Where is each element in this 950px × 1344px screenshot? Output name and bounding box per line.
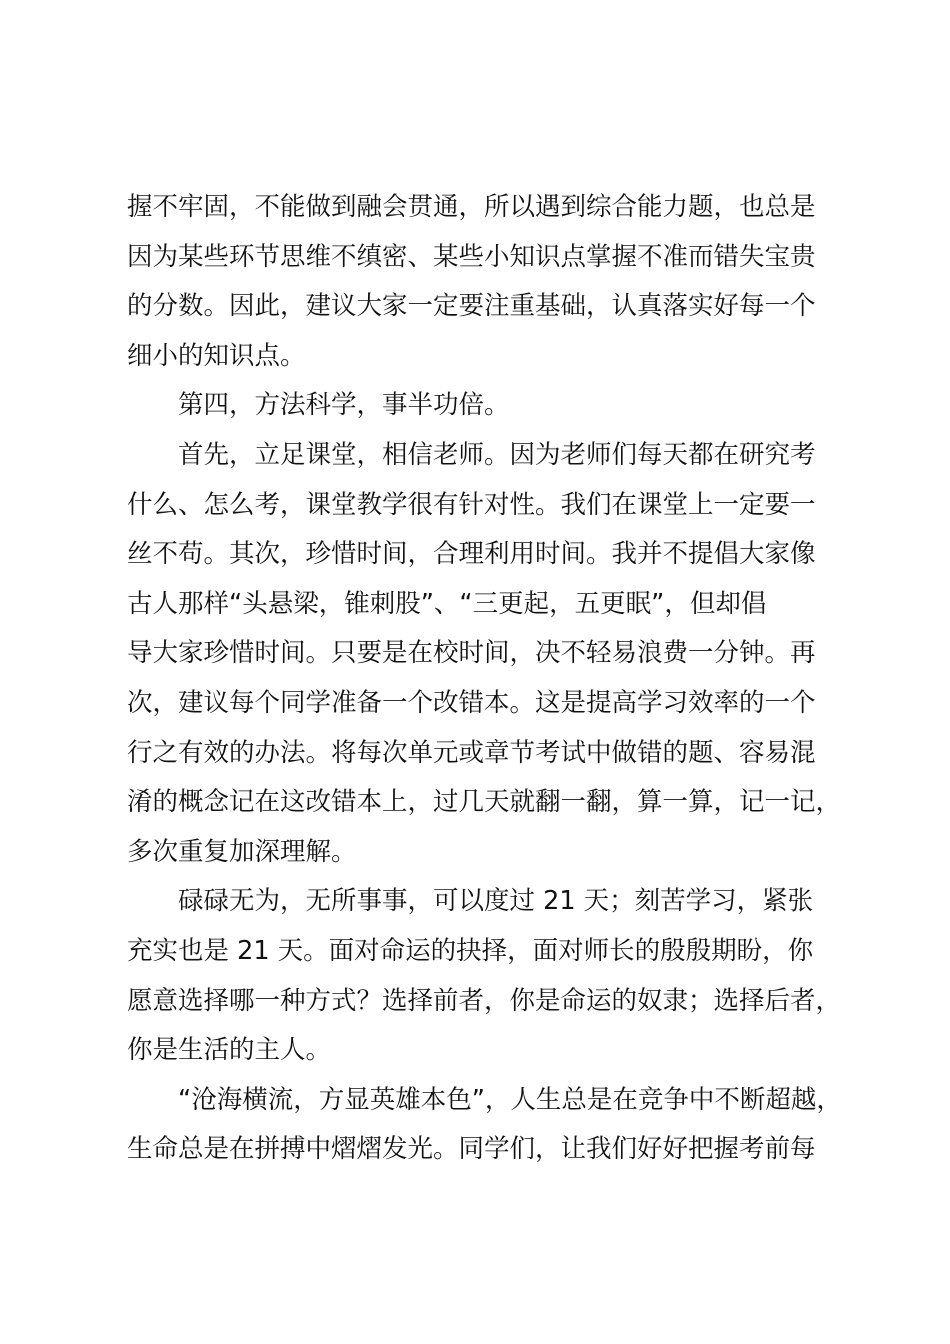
body-text (127, 183, 842, 1175)
text-line: 古人那样“头悬梁，锥刺股”、“三更起，五更眠”，但却倡 (127, 588, 767, 619)
text-line: 行之有效的办法。将每次单元或章节考试中做错的题、容易混 (127, 737, 816, 768)
text-line: 什么、怎么考，课堂教学很有针对性。我们在课堂上一定要一 (127, 489, 816, 520)
text-line: “沧海横流，方显英雄本色”，人生总是在竞争中不断超越， (127, 1084, 842, 1115)
text-line: 细小的知识点。 (127, 340, 306, 371)
text-line: 握不牢固，不能做到融会贯通，所以遇到综合能力题，也总是 (127, 192, 816, 222)
text-line: 首先，立足课堂，相信老师。因为老师们每天都在研究考 (127, 439, 816, 470)
text-line: 因为某些环节思维不缜密、某些小知识点掌握不准而错失宝贵 (127, 241, 816, 272)
text-line: 的分数。因此，建议大家一定要注重基础，认真落实好每一个 (127, 291, 816, 322)
text-line: 你是生活的主人。 (127, 1035, 332, 1066)
text-line: 淆的概念记在这改错本上，过几天就翻一翻，算一算，记一记， (127, 787, 842, 818)
text-line: 生命总是在拼搏中熠熠发光。同学们，让我们好好把握考前每 (127, 1134, 816, 1165)
text-line: 导大家珍惜时间。只要是在校时间，决不轻易浪费一分钟。再 (127, 638, 816, 669)
text-line: 多次重复加深理解。 (127, 836, 357, 867)
text-line: 第四，方法科学，事半功倍。 (127, 390, 510, 421)
text-line: 次，建议每个同学准备一个改错本。这是提高学习效率的一个 (127, 687, 816, 718)
text-line: 充实也是 21 天。面对命运的抉择，面对师长的殷殷期盼，你 (127, 935, 814, 966)
text-line: 丝不苟。其次，珍惜时间，合理利用时间。我并不提倡大家像 (127, 539, 816, 570)
text-line: 愿意选择哪一种方式？选择前者，你是命运的奴隶；选择后者， (127, 985, 842, 1016)
text-line: 碌碌无为，无所事事，可以度过 21 天；刻苦学习，紧张 (127, 886, 814, 917)
